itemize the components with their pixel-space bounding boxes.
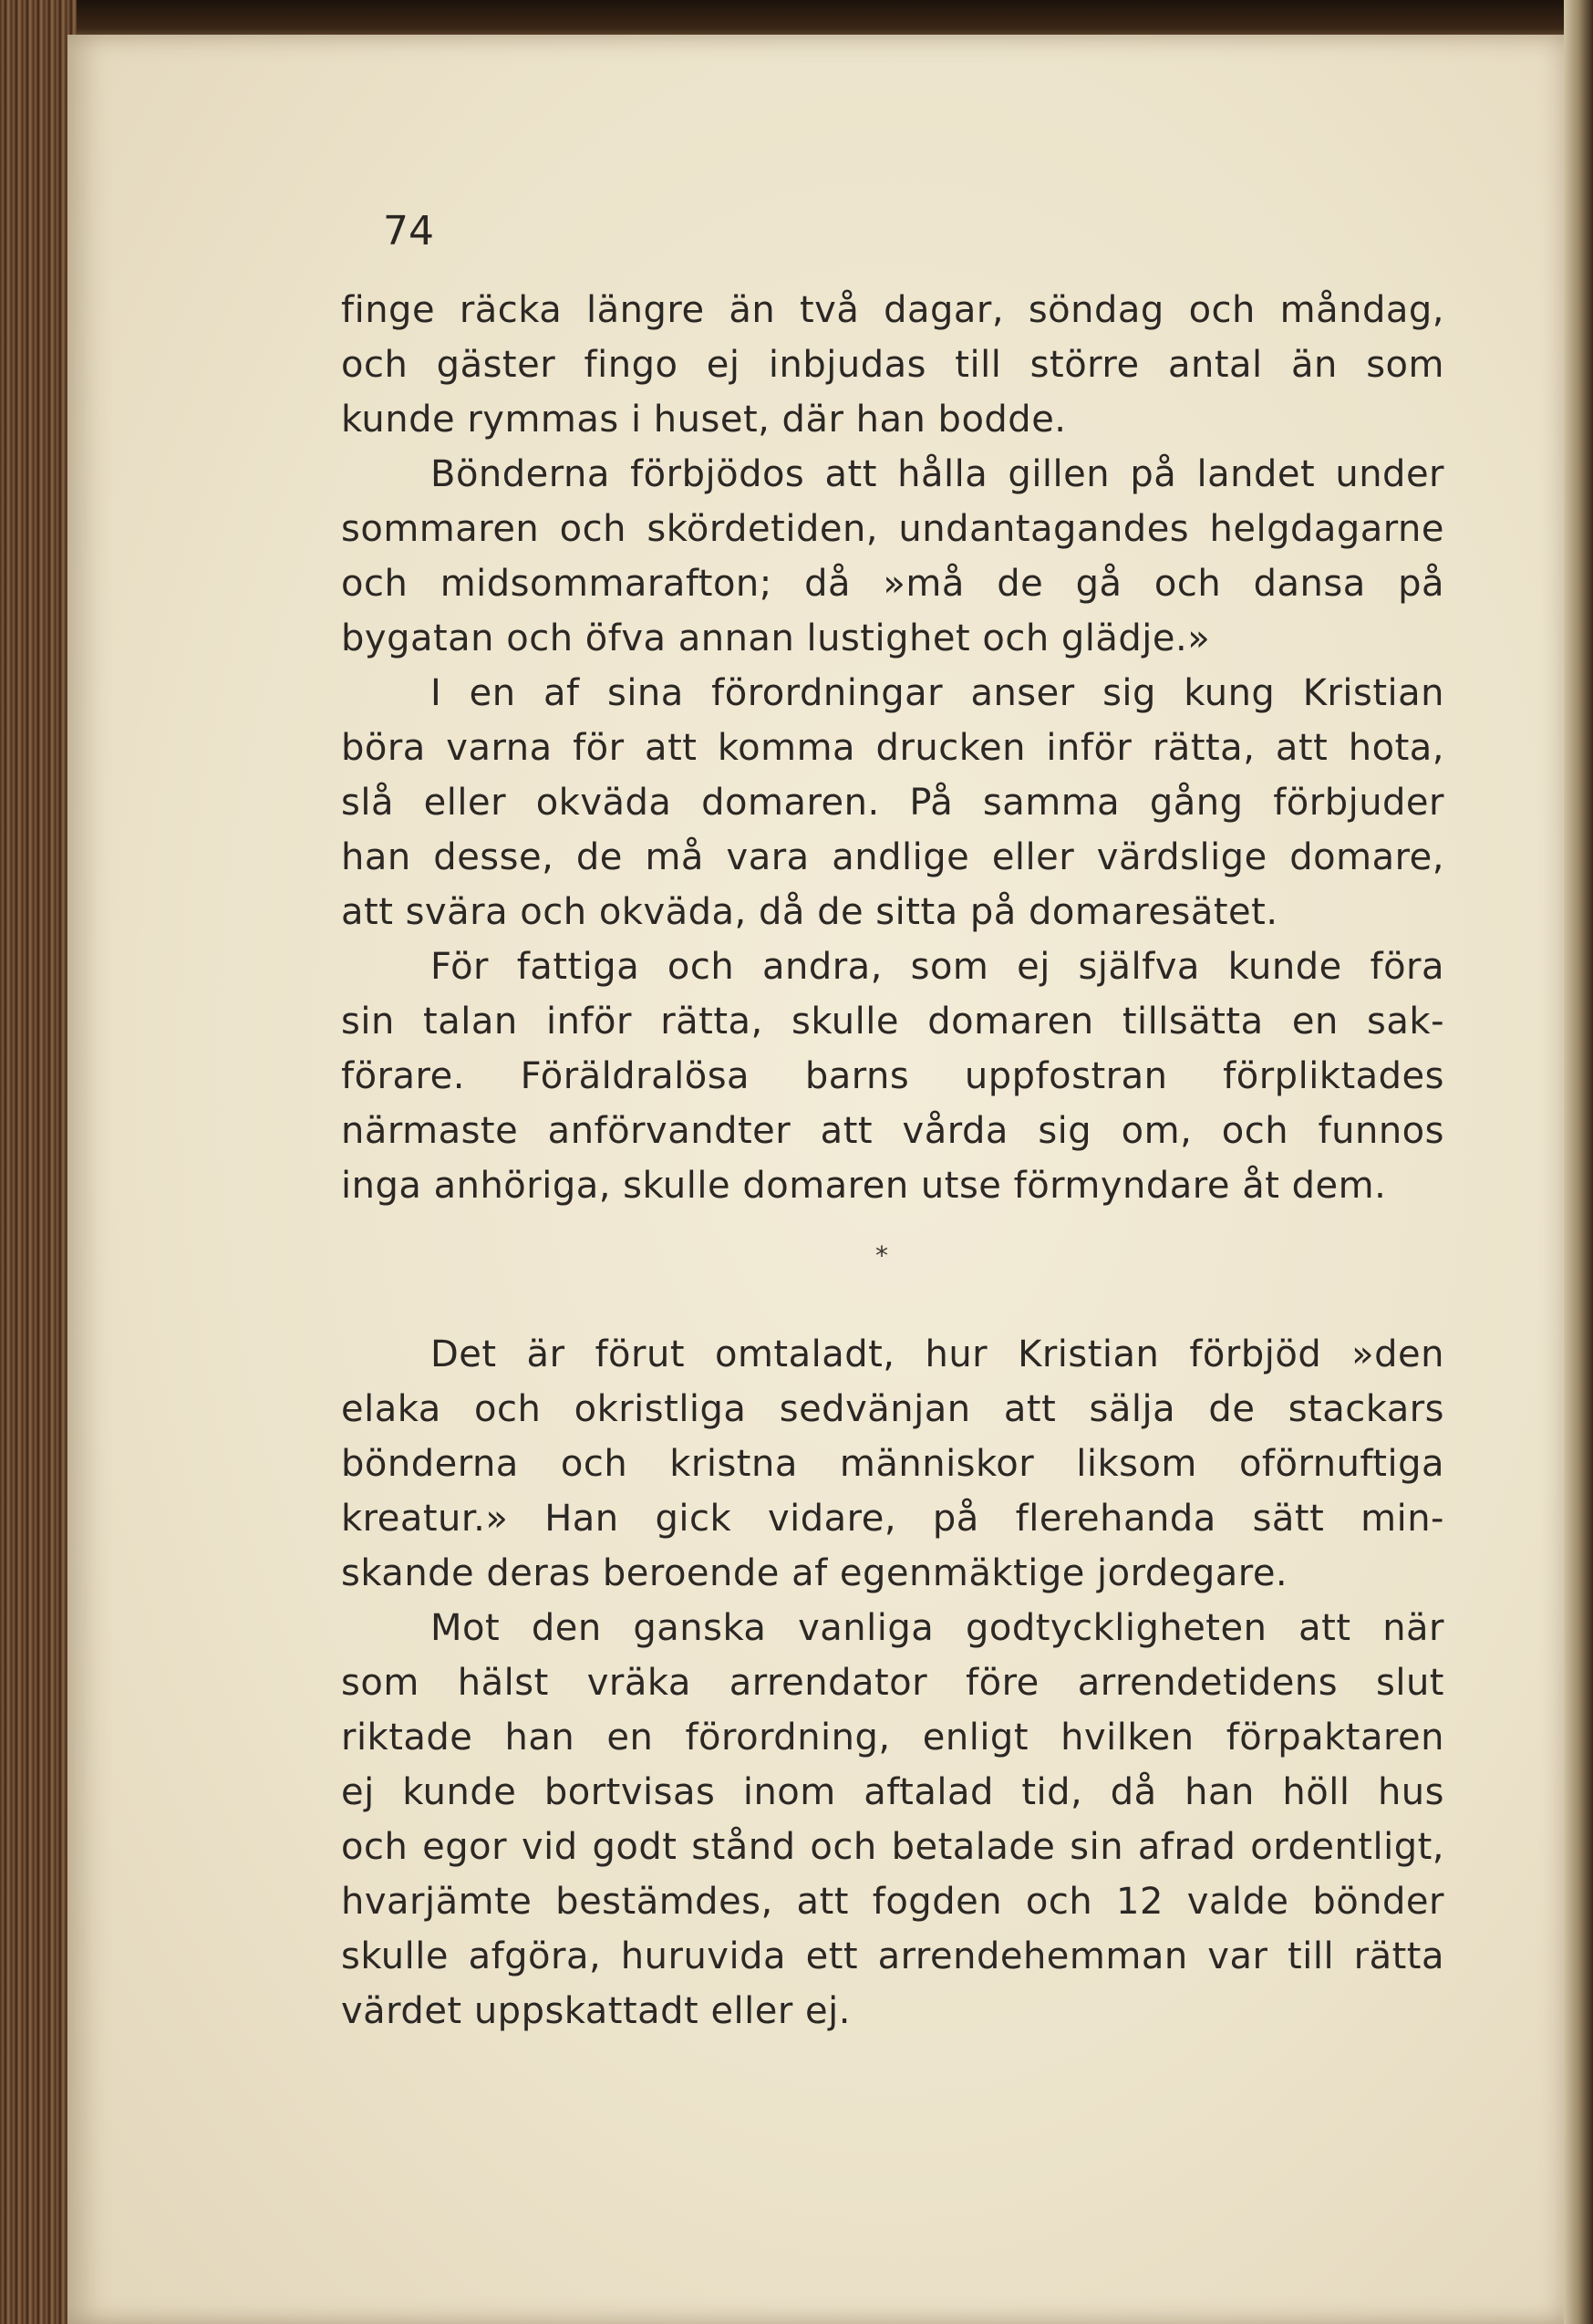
text-line: kunde rymmas i huset, där han bodde. — [341, 399, 1067, 441]
text-line: finge räcka längre än två dagar, söndag och måndag, — [341, 289, 1444, 331]
book-spine-edge — [0, 0, 77, 2324]
text-line: bygatan och öfva annan lustighet och glädje.» — [341, 617, 1211, 659]
text-line: förare. Föräldralösa barns uppfostran förpliktades — [341, 1055, 1444, 1097]
text-line: Mot den ganska vanliga godtyckligheten att när — [430, 1607, 1444, 1649]
text-line: skande deras beroende af egenmäktige jordegare. — [341, 1552, 1288, 1594]
text-line: att svära och okväda, då de sitta på domaresätet. — [341, 891, 1278, 933]
text-line: riktade han en förordning, enligt hvilken förpaktaren — [341, 1717, 1444, 1759]
text-line: och midsommarafton; då »må de gå och dansa på — [341, 563, 1444, 605]
text-line: och gäster fingo ej inbjudas till större antal än som — [341, 344, 1444, 386]
text-line: I en af sina förordningar anser sig kung Kristian — [430, 672, 1444, 714]
text-line: närmaste anförvandter att vårda sig om, och funnos — [341, 1110, 1444, 1152]
text-line: sommaren och skördetiden, undantagandes helgdagarne — [341, 508, 1444, 550]
body-text-section-1 — [341, 283, 1444, 1213]
text-line: För fattiga och andra, som ej själfva kunde föra — [430, 946, 1444, 988]
section-separator: * — [875, 1240, 888, 1271]
text-line: böra varna för att komma drucken inför rätta, att hota, — [341, 727, 1444, 769]
text-line: hvarjämte bestämdes, att fogden och 12 valde bönder — [341, 1881, 1444, 1923]
body-text-section-2 — [341, 1327, 1444, 2039]
text-line: bönderna och kristna människor liksom oförnuftiga — [341, 1443, 1444, 1485]
text-line: ej kunde bortvisas inom aftalad tid, då han höll hus — [341, 1771, 1444, 1813]
text-line: sin talan inför rätta, skulle domaren tillsätta en sak- — [341, 1001, 1444, 1043]
text-line: och egor vid godt stånd och betalade sin afrad ordentligt, — [341, 1826, 1444, 1868]
text-line: slå eller okväda domaren. På samma gång förbjuder — [341, 782, 1444, 824]
text-line: Bönderna förbjödos att hålla gillen på landet under — [430, 453, 1444, 495]
text-line: inga anhöriga, skulle domaren utse förmyndare åt dem. — [341, 1165, 1387, 1207]
text-line: värdet uppskattadt eller ej. — [341, 1990, 851, 2032]
book-right-edge — [1564, 0, 1593, 2324]
text-line: som hälst vräka arrendator före arrendetidens slut — [341, 1662, 1444, 1704]
text-line: kreatur.» Han gick vidare, på flerehanda sätt min- — [341, 1498, 1444, 1540]
text-line: Det är förut omtaladt, hur Kristian förbjöd »den — [430, 1333, 1444, 1375]
page-number: 74 — [383, 208, 434, 254]
text-line: han desse, de må vara andlige eller värdslige domare, — [341, 836, 1444, 878]
text-line: elaka och okristliga sedvänjan att sälja de stackars — [341, 1388, 1444, 1430]
text-line: skulle afgöra, huruvida ett arrendehemman var till rätta — [341, 1935, 1444, 1977]
